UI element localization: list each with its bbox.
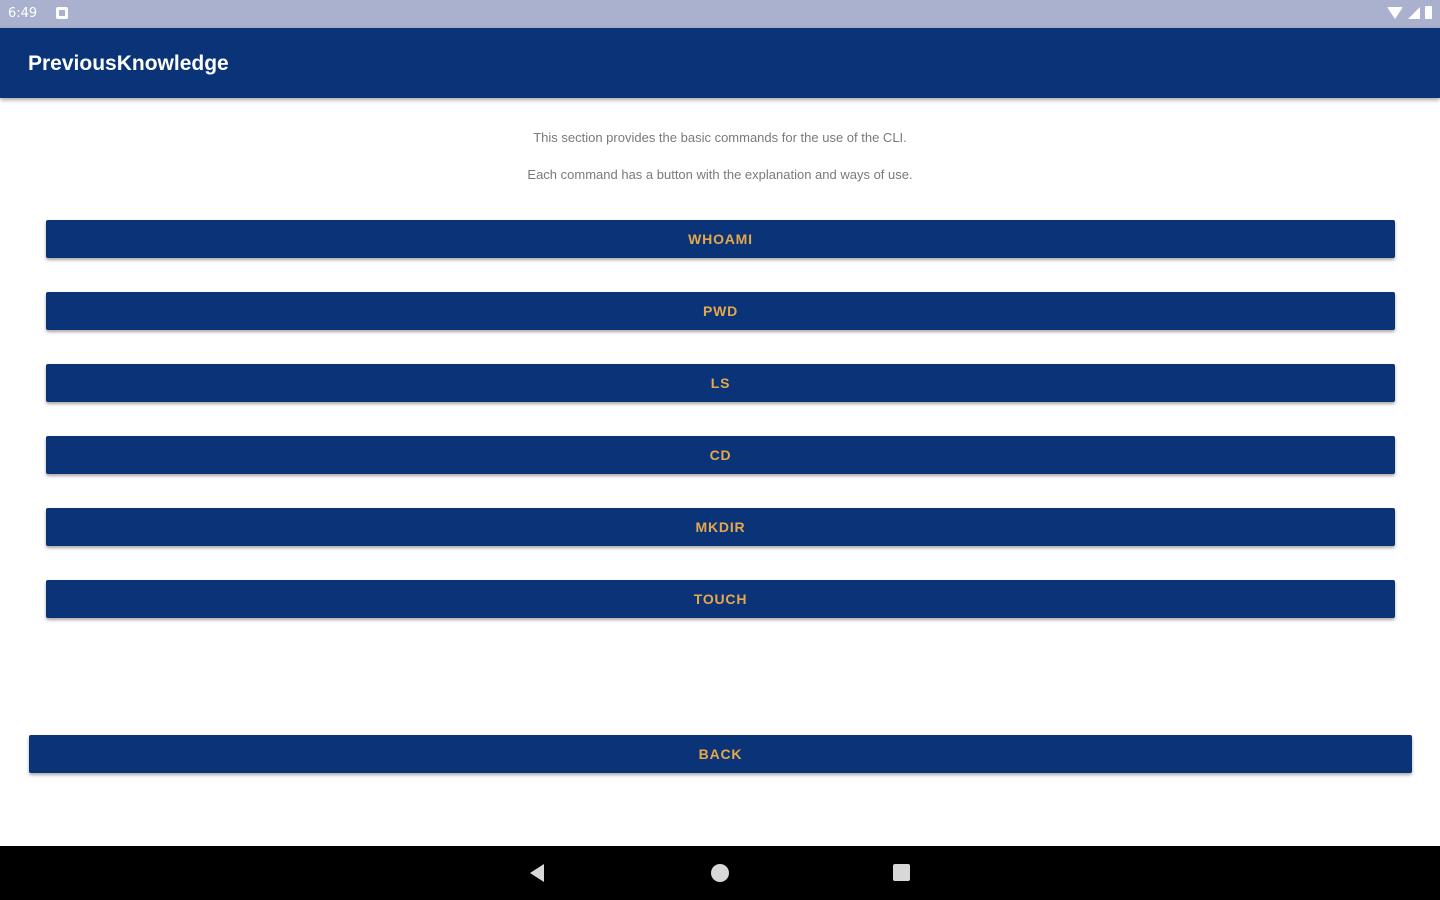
battery-icon [1425, 6, 1432, 19]
ls-button[interactable]: LS [46, 364, 1395, 402]
cd-button[interactable]: CD [46, 436, 1395, 474]
wifi-icon [1387, 7, 1403, 19]
pwd-button[interactable]: PWD [46, 292, 1395, 330]
home-circle-icon[interactable] [711, 864, 729, 882]
back-triangle-icon[interactable] [530, 864, 544, 882]
touch-button[interactable]: TOUCH [46, 580, 1395, 618]
system-nav-bar [0, 846, 1440, 900]
status-icons [1387, 6, 1432, 19]
signal-icon [1408, 7, 1420, 19]
app-bar [0, 28, 1440, 98]
status-time: 6:49 [8, 6, 38, 21]
app-title: PreviousKnowledge [28, 52, 229, 75]
back-button[interactable]: BACK [29, 735, 1412, 773]
whoami-button[interactable]: WHOAMI [46, 220, 1395, 258]
status-bar [0, 0, 1440, 28]
intro-text-1: This section provides the basic commands for the use of the CLI. [533, 130, 907, 145]
intro-text-2: Each command has a button with the explanation and ways of use. [527, 167, 913, 182]
recents-square-icon[interactable] [893, 864, 910, 881]
mkdir-button[interactable]: MKDIR [46, 508, 1395, 546]
notification-icon [56, 7, 68, 19]
